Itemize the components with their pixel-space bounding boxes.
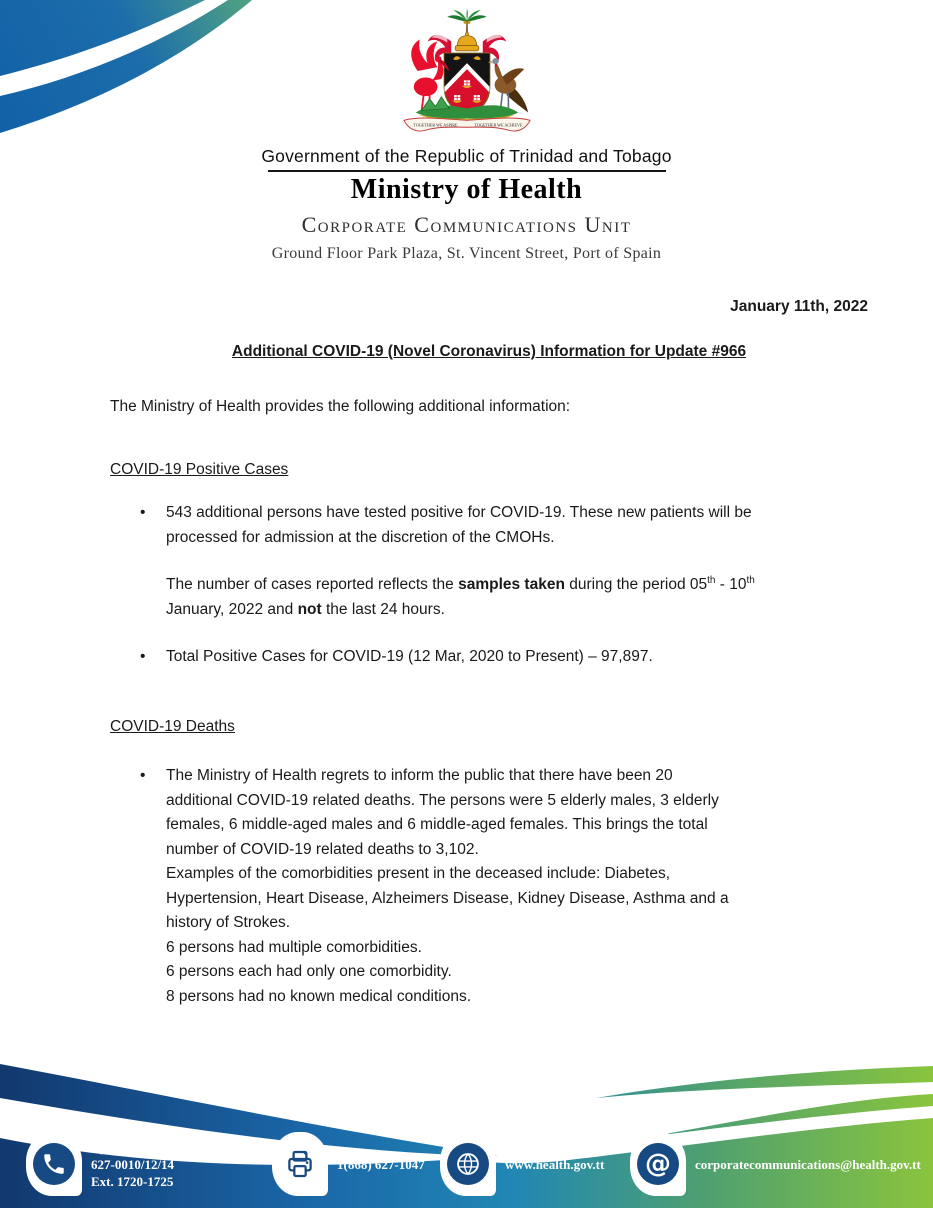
cocrico-bird xyxy=(488,58,528,112)
ministry-name: Ministry of Health xyxy=(350,174,583,205)
contact-phone xyxy=(26,1132,251,1196)
motto-left: TOGETHER WE ASPIRE xyxy=(412,122,458,128)
fax-icon xyxy=(272,1132,328,1196)
section-heading-deaths: COVID-19 Deaths xyxy=(110,717,235,735)
fax-number: 1(868) 627-1047 xyxy=(337,1156,425,1172)
motto-right: TOGETHER WE ACHIEVE xyxy=(474,122,523,128)
bullet-deaths xyxy=(110,764,868,1009)
section-heading-positive-cases: COVID-19 Positive Cases xyxy=(110,460,289,478)
bullet-total-cases-text: Total Positive Cases for COVID-19 (12 Mar, 2020 to Present) – 97,897. xyxy=(166,648,653,665)
phone-icon xyxy=(26,1132,82,1196)
government-line: Government of the Republic of Trinidad and Tobago xyxy=(261,146,672,166)
palm-tree-crest xyxy=(447,9,486,36)
header-divider xyxy=(268,170,666,172)
crown xyxy=(455,32,479,51)
document-body xyxy=(0,283,933,1009)
globe-icon xyxy=(440,1132,496,1196)
contact-email xyxy=(630,1132,921,1196)
coat-of-arms xyxy=(388,8,546,142)
bullet-new-cases-text: 543 additional persons have tested positive for COVID-19. These new patients will be processed for admission at the discretion of the CMOHs. xyxy=(166,504,752,546)
footer xyxy=(0,1058,933,1208)
email-address: corporatecommunications@health.gov.tt xyxy=(695,1156,921,1172)
at-glyph: @ xyxy=(645,1149,671,1179)
shield xyxy=(442,53,491,114)
email-icon xyxy=(630,1132,686,1196)
samples-taken-note: The number of cases reported reflects the samples taken during the period 05th - 10th January, 2022 and not the last 24 hours. xyxy=(166,574,755,618)
bullet-deaths-text: The Ministry of Health regrets to inform the public that there have been 20 additional COVID-19 related deaths. The persons were 5 elderly males, 3 elderly females, 6 middle-aged males and 6 middle-aged females. This brings the total number of COVID-19 related deaths to 3,102. Examples of the comorbidities present in the deceased include: Diabetes, Hypertension, Heart Disease, Alzheimers Disease, Kidney Disease, Asthma and a history of Strokes. 6 persons had multiple comorbidities. 6 persons each had only one comorbidity. 8 persons had no known medical conditions. xyxy=(166,767,729,1005)
bullet-new-cases xyxy=(110,501,868,550)
address-line: Ground Floor Park Plaza, St. Vincent Street, Port of Spain xyxy=(271,245,662,262)
phone-numbers: 1(868) 627-1047/ 623-8492 or 627-0010/12/14 Ext. 1720-1725 xyxy=(91,1139,251,1189)
bullet-marker xyxy=(140,501,166,550)
motto-ribbon xyxy=(403,118,529,131)
bullet-marker xyxy=(140,764,166,1009)
contact-fax xyxy=(272,1132,425,1196)
bullet-marker xyxy=(140,645,166,670)
website-url: www.health.gov.tt xyxy=(505,1156,605,1172)
unit-name: Corporate Communications Unit xyxy=(301,212,632,237)
date-line: January 11th, 2022 xyxy=(730,298,868,315)
intro-paragraph: The Ministry of Health provides the following additional information: xyxy=(110,398,571,415)
letterhead xyxy=(0,8,933,263)
footer-contacts xyxy=(0,1058,933,1208)
document-title: Additional COVID-19 (Novel Coronavirus) Information for Update #966 xyxy=(231,342,747,360)
contact-website xyxy=(440,1132,604,1196)
bullet-total-cases xyxy=(110,645,868,670)
